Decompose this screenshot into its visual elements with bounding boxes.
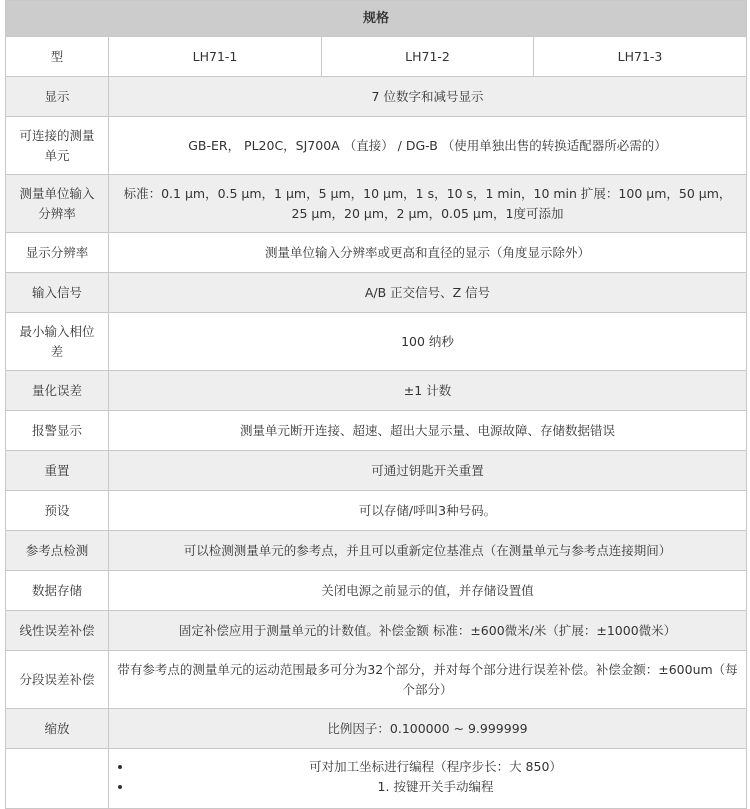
model-cell: LH71-2 [322, 37, 534, 77]
table-row [6, 611, 747, 651]
row-label: 量化误差 [6, 371, 109, 411]
row-value: GB-ER， PL20C，SJ700A （直接） / DG-B （使用单独出售的转换适配器所必需的） [109, 117, 747, 175]
table-row [6, 571, 747, 611]
table-row [6, 273, 747, 313]
table-row [6, 175, 747, 233]
row-value: 测量单位输入分辨率或更高和直径的显示（角度显示除外） [109, 233, 747, 273]
row-label: 显示 [6, 77, 109, 117]
row-value: 100 纳秒 [109, 313, 747, 371]
row-label: 显示分辨率 [6, 233, 109, 273]
table-row [6, 233, 747, 273]
row-value: 固定补偿应用于测量单元的计数值。补偿金额 标准：±600微米/米（扩展：±1000微米） [109, 611, 747, 651]
model-cell: LH71-1 [109, 37, 322, 77]
row-label: 预设 [6, 491, 109, 531]
model-row [6, 37, 747, 77]
row-label: 分段误差补偿 [6, 651, 109, 709]
row-label: 报警显示 [6, 411, 109, 451]
row-value: 带有参考点的测量单元的运动范围最多可分为32个部分，并对每个部分进行误差补偿。补偿金额：±600um（每个部分） [109, 651, 747, 709]
row-value: 标准：0.1 µm，0.5 µm，1 µm，5 µm，10 µm，1 s，10 s，1 min，10 min 扩展：100 µm，50 µm，25 µm，20 µm，2 µm，0.05 µm，1度可添加 [109, 175, 747, 233]
row-label: 输入信号 [6, 273, 109, 313]
table-row [6, 451, 747, 491]
table-header-row [6, 1, 747, 37]
row-value: 可通过钥匙开关重置 [109, 451, 747, 491]
table-row [6, 531, 747, 571]
row-label: 测量单位输入分辨率 [6, 175, 109, 233]
row-value: 7 位数字和减号显示 [109, 77, 747, 117]
table-row [6, 77, 747, 117]
table-row [6, 411, 747, 451]
row-value: 测量单元断开连接、超速、超出大显示量、电源故障、存储数据错误 [109, 411, 747, 451]
row-label: 可连接的测量单元 [6, 117, 109, 175]
row-value: 关闭电源之前显示的值，并存储设置值 [109, 571, 747, 611]
bullet-list [117, 757, 738, 797]
row-label: 参考点检测 [6, 531, 109, 571]
row-label: 重置 [6, 451, 109, 491]
row-label: 型 [6, 37, 109, 77]
row-label: 数据存储 [6, 571, 109, 611]
list-item: • 1. 按键开关手动编程 [133, 777, 738, 797]
row-value: 比例因子：0.100000 ~ 9.999999 [109, 709, 747, 749]
table-row [6, 709, 747, 749]
row-label: 最小输入相位差 [6, 313, 109, 371]
table-row [6, 491, 747, 531]
list-item: • 可对加工坐标进行编程（程序步长：大 850） [133, 757, 738, 777]
table-row [6, 371, 747, 411]
table-row [6, 651, 747, 709]
row-value: A/B 正交信号、Z 信号 [109, 273, 747, 313]
table-row [6, 313, 747, 371]
row-label: 线性误差补偿 [6, 611, 109, 651]
row-label: 缩放 [6, 709, 109, 749]
row-value: ±1 计数 [109, 371, 747, 411]
row-value: 可以检测测量单元的参考点，并且可以重新定位基准点（在测量单元与参考点连接期间） [109, 531, 747, 571]
model-cell: LH71-3 [534, 37, 747, 77]
table-row [6, 117, 747, 175]
table-title: 规格 [6, 1, 747, 37]
row-value: 可以存储/呼叫3种号码。 [109, 491, 747, 531]
spec-table [5, 0, 747, 809]
